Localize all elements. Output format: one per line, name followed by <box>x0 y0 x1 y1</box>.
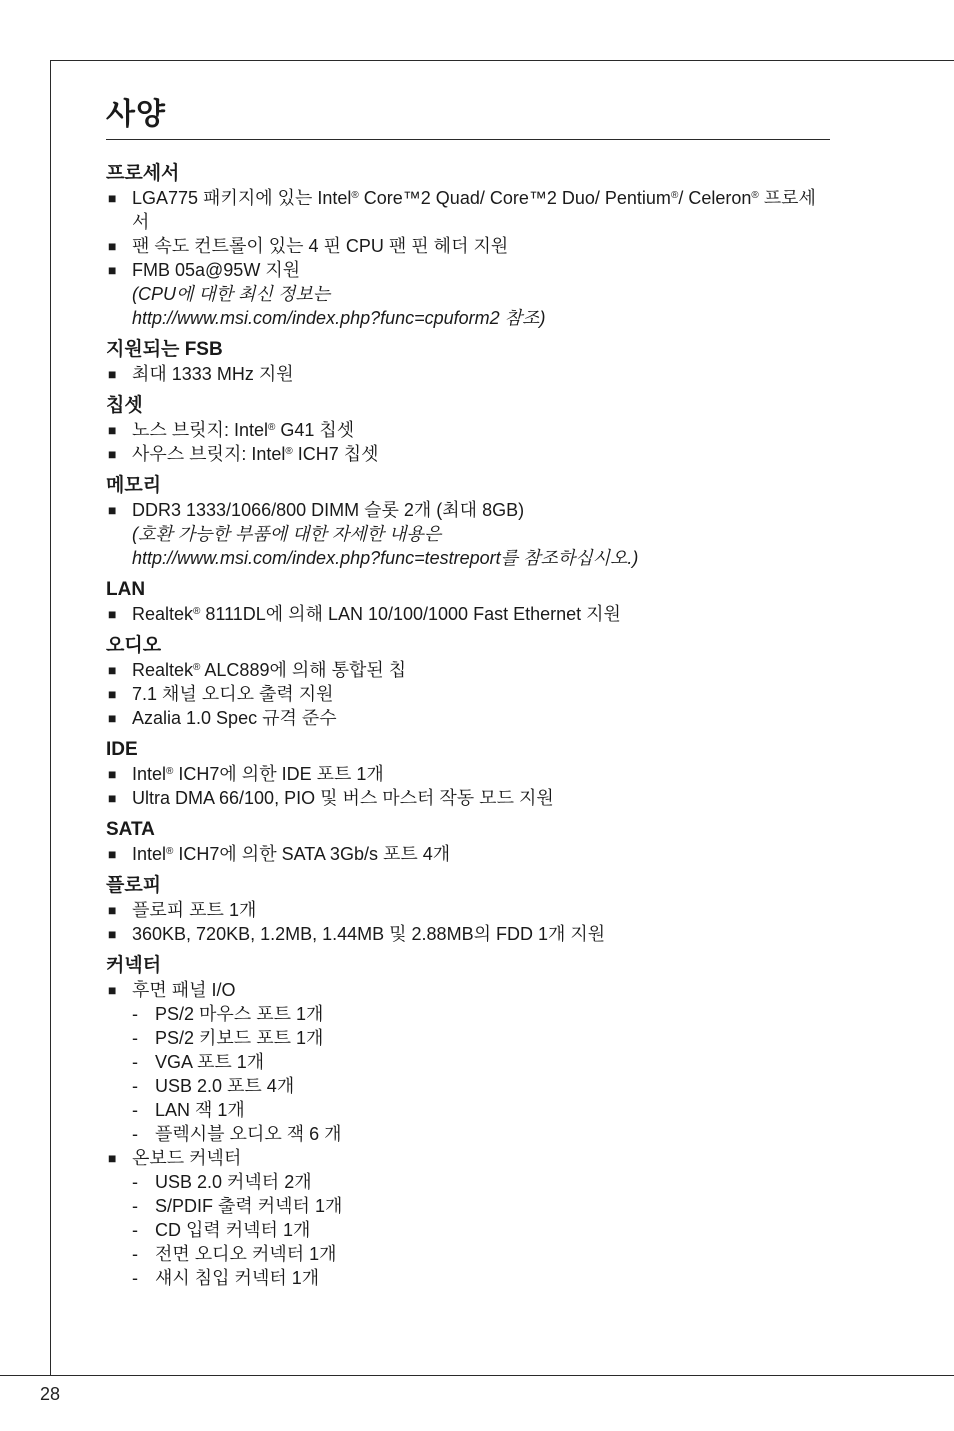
list-item <box>106 922 830 946</box>
item-text: ICH7 칩셋 <box>292 444 379 464</box>
section-fsb <box>106 338 830 386</box>
section-heading: 지원되는 FSB <box>106 339 223 360</box>
section-heading: 칩셋 <box>106 395 143 416</box>
list-item <box>106 234 830 258</box>
item-text: 최대 1333 MHz 지원 <box>132 364 294 384</box>
section-heading: 메모리 <box>106 475 162 496</box>
list-item <box>106 186 830 234</box>
item-text: Intel <box>132 844 167 864</box>
bullet-icon: ■ <box>108 766 117 782</box>
section-heading: SATA <box>106 819 155 840</box>
bullet-icon: ■ <box>108 926 117 942</box>
sub-item-text: USB 2.0 커넥터 2개 <box>155 1172 312 1192</box>
sub-list-item <box>132 1194 830 1218</box>
item-text: ICH7에 의한 SATA 3Gb/s 포트 4개 <box>173 844 451 864</box>
item-text: G41 칩셋 <box>275 420 355 440</box>
section-heading: IDE <box>106 739 138 760</box>
list-item <box>106 258 830 330</box>
list-item <box>106 786 830 810</box>
registered-mark: ® <box>670 190 679 201</box>
section-sata <box>106 818 830 866</box>
list-item <box>106 682 830 706</box>
sub-item-text: VGA 포트 1개 <box>155 1052 265 1072</box>
bullet-icon: ■ <box>108 710 117 726</box>
dash-icon: - <box>132 1076 138 1096</box>
item-text: 플로피 포트 1개 <box>132 900 257 920</box>
list-item <box>106 842 830 866</box>
sub-item-text: USB 2.0 포트 4개 <box>155 1076 295 1096</box>
sub-list-item <box>132 1266 830 1290</box>
registered-mark: ® <box>267 422 276 433</box>
dash-icon: - <box>132 1124 138 1144</box>
section-heading: 플로피 <box>106 875 162 896</box>
dash-icon: - <box>132 1028 138 1048</box>
item-text: ALC889에 의해 통합된 칩 <box>200 660 407 680</box>
bullet-icon: ■ <box>108 238 117 254</box>
item-text: FMB 05a@95W 지원 <box>132 260 301 280</box>
item-text: 팬 속도 컨트롤이 있는 4 핀 CPU 팬 핀 헤더 지원 <box>132 236 509 256</box>
bullet-icon: ■ <box>108 262 117 278</box>
page-title: 사양 <box>106 98 166 131</box>
bullet-icon: ■ <box>108 366 117 382</box>
item-text: 온보드 커넥터 <box>132 1148 242 1168</box>
dash-icon: - <box>132 1196 138 1216</box>
registered-mark: ® <box>193 662 201 673</box>
sub-item-text: 전면 오디오 커넥터 1개 <box>155 1244 337 1264</box>
registered-mark: ® <box>351 190 359 201</box>
dash-icon: - <box>132 1268 138 1288</box>
section-connectors <box>106 954 830 1290</box>
registered-mark: ® <box>751 190 759 201</box>
item-text: LGA775 패키지에 있는 Intel <box>132 188 352 208</box>
bullet-icon: ■ <box>108 662 117 678</box>
frame-bottom-rule <box>0 1375 954 1376</box>
bullet-icon: ■ <box>108 902 117 918</box>
section-heading: LAN <box>106 579 146 600</box>
item-text: 후면 패널 I/O <box>132 980 236 1000</box>
item-note: (호환 가능한 부품에 대한 자세한 내용은 <box>132 524 442 544</box>
registered-mark: ® <box>285 446 293 457</box>
list-item <box>106 898 830 922</box>
item-text: Intel <box>132 764 167 784</box>
section-processor <box>106 162 830 330</box>
sub-list-item <box>132 1242 830 1266</box>
list-item <box>106 762 830 786</box>
section-memory <box>106 474 830 570</box>
frame-top-rule <box>50 60 954 61</box>
item-text: 360KB, 720KB, 1.2MB, 1.44MB 및 2.88MB의 FDD 1개 지원 <box>132 924 606 944</box>
item-text: 노스 브릿지: Intel <box>132 420 268 440</box>
section-heading: 오디오 <box>106 635 162 656</box>
list-item <box>106 442 830 466</box>
sub-list-item <box>132 1122 830 1146</box>
spec-content <box>106 95 830 1298</box>
list-item <box>106 1146 830 1290</box>
dash-icon: - <box>132 1100 138 1120</box>
section-ide <box>106 738 830 810</box>
section-lan <box>106 578 830 626</box>
list-item <box>106 602 830 626</box>
dash-icon: - <box>132 1004 138 1024</box>
section-heading: 커넥터 <box>106 955 162 976</box>
bullet-icon: ■ <box>108 686 117 702</box>
sub-item-text: CD 입력 커넥터 1개 <box>155 1220 311 1240</box>
dash-icon: - <box>132 1244 138 1264</box>
sub-list-item <box>132 1074 830 1098</box>
item-note: (CPU에 대한 최신 정보는 <box>132 284 331 304</box>
item-note-link: http://www.msi.com/index.php?func=testreport를 참조하십시오.) <box>132 548 639 568</box>
dash-icon: - <box>132 1172 138 1192</box>
item-text: / Celeron <box>678 188 752 208</box>
sub-item-text: 플렉시블 오디오 잭 6 개 <box>155 1124 342 1144</box>
item-text: Ultra DMA 66/100, PIO 및 버스 마스터 작동 모드 지원 <box>132 788 554 808</box>
bullet-icon: ■ <box>108 502 117 518</box>
item-text: Core™2 Quad/ Core™2 Duo/ Pentium <box>358 188 671 208</box>
registered-mark: ® <box>166 846 174 857</box>
section-audio <box>106 634 830 730</box>
item-text: Realtek <box>132 604 194 624</box>
sub-list-item <box>132 1026 830 1050</box>
item-text: 8111DL에 의해 LAN 10/100/1000 Fast Ethernet 지원 <box>200 604 621 624</box>
bullet-icon: ■ <box>108 846 117 862</box>
bullet-icon: ■ <box>108 446 117 462</box>
bullet-icon: ■ <box>108 422 117 438</box>
sub-list-item <box>132 1002 830 1026</box>
section-chipset <box>106 394 830 466</box>
bullet-icon: ■ <box>108 982 117 998</box>
title-divider <box>106 139 830 140</box>
sub-item-text: S/PDIF 출력 커넥터 1개 <box>155 1196 343 1216</box>
frame-left-rule <box>50 60 51 1375</box>
sub-item-text: 섀시 침입 커넥터 1개 <box>155 1268 320 1288</box>
item-text: Realtek <box>132 660 194 680</box>
sub-list-item <box>132 1098 830 1122</box>
dash-icon: - <box>132 1052 138 1072</box>
list-item <box>106 658 830 682</box>
item-text: DDR3 1333/1066/800 DIMM 슬롯 2개 (최대 8GB) <box>132 500 525 520</box>
list-item <box>106 978 830 1146</box>
registered-mark: ® <box>166 766 174 777</box>
item-text: 7.1 채널 오디오 출력 지원 <box>132 684 334 704</box>
registered-mark: ® <box>193 606 201 617</box>
sub-item-text: LAN 잭 1개 <box>155 1100 245 1120</box>
section-heading: 프로세서 <box>106 163 180 184</box>
bullet-icon: ■ <box>108 790 117 806</box>
dash-icon: - <box>132 1220 138 1240</box>
item-text: Azalia 1.0 Spec 규격 준수 <box>132 708 337 728</box>
sub-list-item <box>132 1218 830 1242</box>
item-note-link: http://www.msi.com/index.php?func=cpuform2 참조) <box>132 308 546 328</box>
sub-list-item <box>132 1170 830 1194</box>
item-text: ICH7에 의한 IDE 포트 1개 <box>173 764 384 784</box>
item-text: 사우스 브릿지: Intel <box>132 444 286 464</box>
list-item <box>106 362 830 386</box>
sub-list-item <box>132 1050 830 1074</box>
bullet-icon: ■ <box>108 606 117 622</box>
page-number: 28 <box>40 1384 61 1404</box>
list-item <box>106 498 830 570</box>
section-floppy <box>106 874 830 946</box>
sub-item-text: PS/2 마우스 포트 1개 <box>155 1004 324 1024</box>
list-item <box>106 706 830 730</box>
bullet-icon: ■ <box>108 1150 117 1166</box>
sub-item-text: PS/2 키보드 포트 1개 <box>155 1028 324 1048</box>
bullet-icon: ■ <box>108 190 117 206</box>
item-text: 프로세서 <box>132 188 816 232</box>
list-item <box>106 418 830 442</box>
